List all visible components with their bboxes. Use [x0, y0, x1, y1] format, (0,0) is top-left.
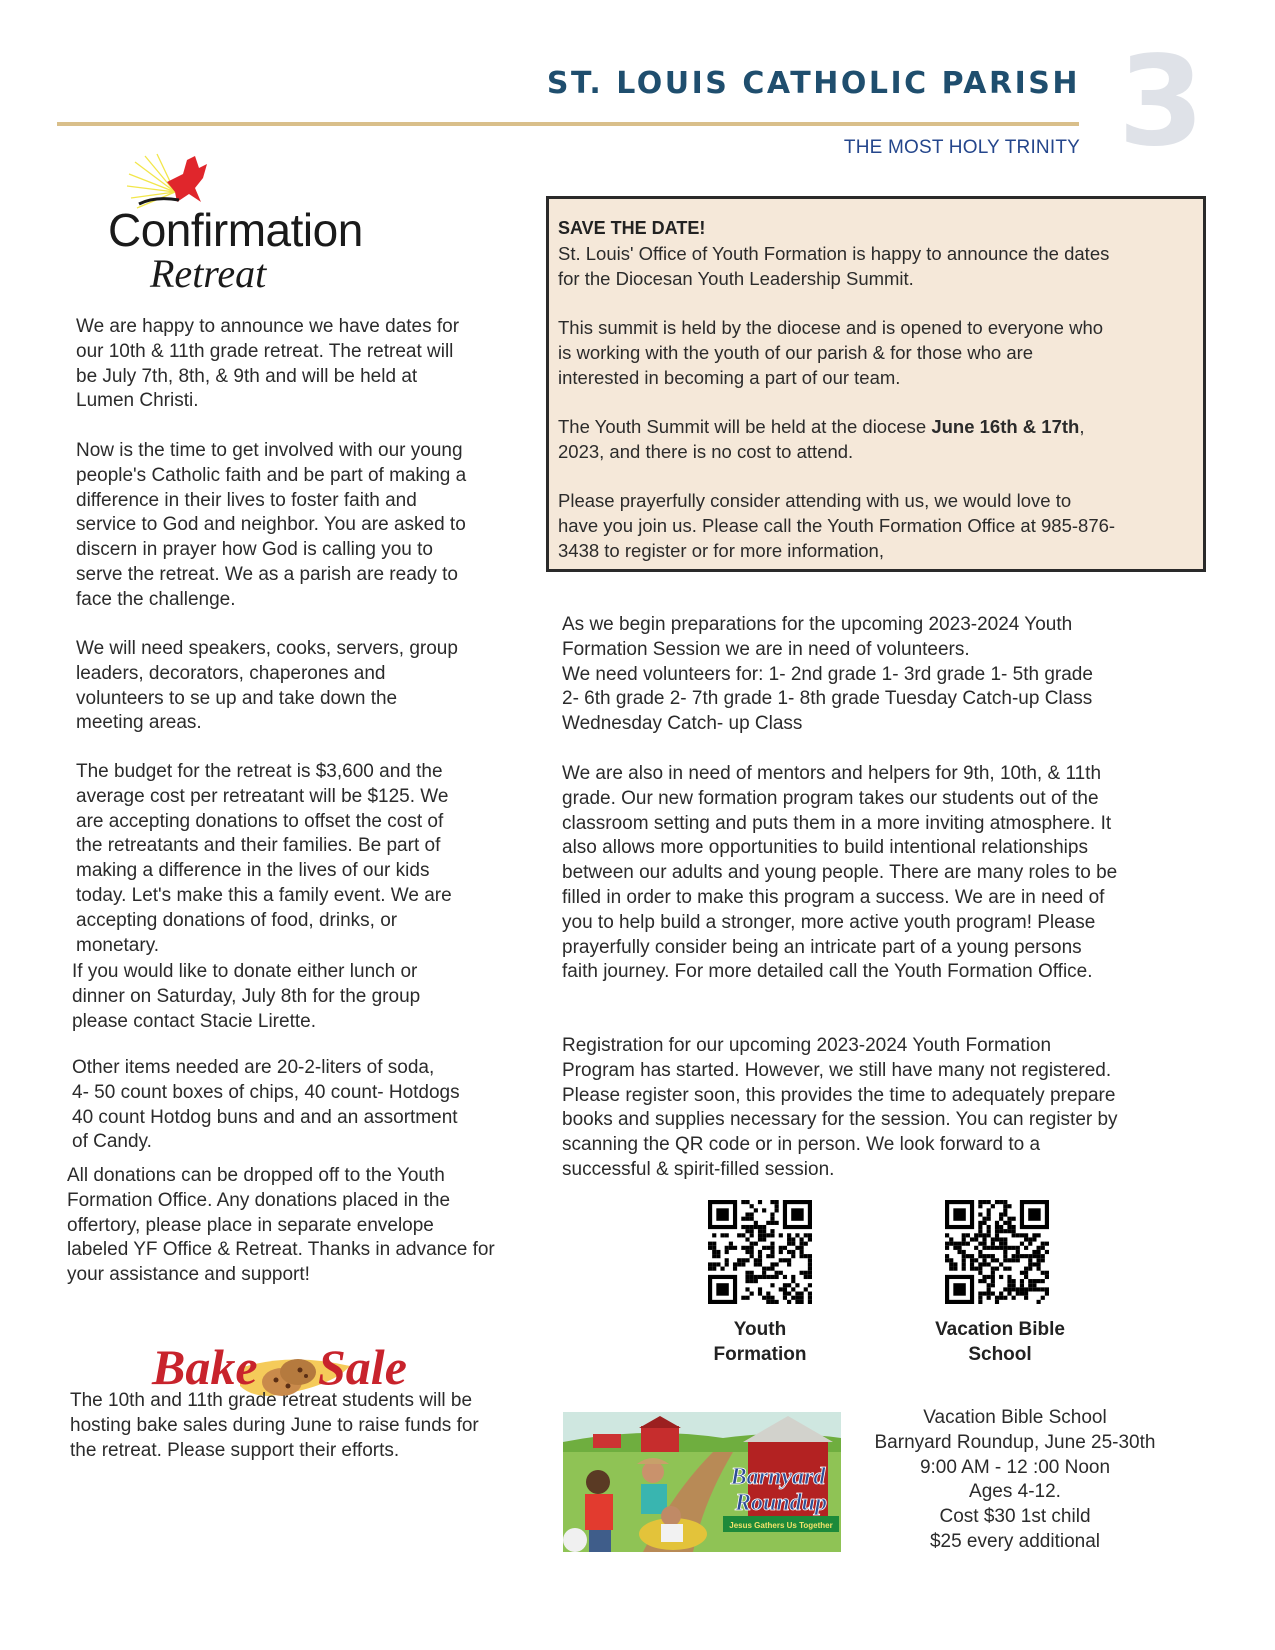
qr-youth-formation[interactable]	[708, 1200, 812, 1309]
confirmation-logo-word: Confirmation	[108, 204, 363, 256]
vbs-info	[850, 1406, 1180, 1555]
retreat-logo-word: Retreat	[150, 251, 267, 296]
parish-name: ST. LOUIS CATHOLIC PARISH	[546, 66, 1080, 101]
qr-label-vbs	[900, 1318, 1100, 1367]
summit-dates-bold: June 16th & 17th	[931, 416, 1080, 437]
save-the-date-heading: SAVE THE DATE!	[558, 218, 706, 238]
qr-label-line2: School	[968, 1343, 1032, 1365]
qr-code-icon[interactable]	[945, 1200, 1049, 1304]
vbs-title-1: Barnyard	[730, 1464, 826, 1490]
page-number: 3	[1118, 30, 1205, 174]
qr-code-icon[interactable]	[708, 1200, 812, 1304]
registration-paragraph: Registration for our upcoming 2023-2024 Youth Formation Program has started. However, we still have many not registered. Please register soon, this provides the time to adequately prepare books and supplies necessary for the session. You can register by scanning the QR code or in person. We look forward to a successful & spirit-filled session.	[562, 1035, 1118, 1180]
summit-dates-tail: , 2023, and there is no cost to attend.	[558, 416, 1085, 462]
barnyard-roundup-image	[563, 1412, 841, 1552]
summit-description: This summit is held by the diocese and is opened to everyone who is working with the youth of our parish & for those who are interested in becoming a part of our team.	[558, 317, 1104, 388]
retreat-dates-paragraph: We are happy to announce we have dates for our 10th & 11th grade retreat. The retreat will be July 7th, 8th, & 9th and will be held at Lumen Christi.	[76, 316, 460, 412]
volunteers-needed-paragraph: As we begin preparations for the upcoming 2023-2024 Youth Formation Session we are in need of volunteers. We need volunteers for: 1- 2nd grade 1- 3rd grade 1- 5th grade 2- 6th grade 2- 7th grade 1- 8th grade Tuesday Catch-up Class Wednesday Catch- up Class	[562, 614, 1093, 735]
summit-contact: Please prayerfully consider attending with us, we would love to have you join us. Please call the Youth Formation Office at 985-876- 3438 to register or for more information,	[558, 490, 1116, 561]
budget-paragraph: The budget for the retreat is $3,600 and the average cost per retreatant will be $125. We are accepting donations to offset the cost of the retreatants and their families. Be part of making a difference in the lives of our kids today. Let's make this a family event. We are accepting donations of food, drinks, or monetary.	[76, 761, 452, 956]
vbs-info-line: Cost $30 1st child	[939, 1506, 1091, 1528]
mentors-paragraph: We are also in need of mentors and helpers for 9th, 10th, & 11th grade. Our new formation program takes our students out of the classroom setting and puts them in a more inviting atmosphere. It also allows more opportunities to build intentional relationships between our adults and young people. There are many roles to be filled in order to make this program a success. We are in need of you to help build a stronger, more active youth program! Please prayerfully consider being an intricate part of a young persons faith journey. For more detailed call the Youth Formation Office.	[562, 763, 1118, 983]
summit-dates	[558, 415, 1203, 465]
bake-word: Bake	[152, 1339, 258, 1395]
vbs-info-line: 9:00 AM - 12 :00 Noon	[919, 1456, 1111, 1478]
qr-label-line2: Formation	[713, 1343, 807, 1365]
items-needed-paragraph: Other items needed are 20-2-liters of soda, 4- 50 count boxes of chips, 40 count- Hotdogs 40 count Hotdog buns and and an assortment of Candy.	[72, 1057, 460, 1153]
qr-label-line1: Vacation Bible	[935, 1319, 1065, 1340]
vbs-title-2: Roundup	[734, 1490, 828, 1516]
donation-dropoff-paragraph: All donations can be dropped off to the Youth Formation Office. Any donations placed in the offertory, please place in separate envelope labeled YF Office & Retreat. Thanks in advance for your assistance and support!	[67, 1165, 495, 1286]
summit-dates-text: The Youth Summit will be held at the diocese	[558, 416, 932, 437]
vbs-info-line: $25 every additional	[929, 1530, 1101, 1552]
meal-donation-paragraph: If you would like to donate either lunch or dinner on Saturday, July 8th for the group please contact Stacie Lirette.	[72, 961, 421, 1032]
vbs-info-line: Ages 4-12.	[969, 1481, 1061, 1503]
qr-vacation-bible-school[interactable]	[945, 1200, 1049, 1309]
vbs-tagline: Jesus Gathers Us Together	[729, 1521, 833, 1530]
get-involved-paragraph: Now is the time to get involved with our young people's Catholic faith and be part of making a difference in their lives to foster faith and service to God and neighbor. You are asked to discern in prayer how God is calling you to serve the retreat. We as a parish are ready to face the challenge.	[76, 440, 467, 610]
parish-subtitle: THE MOST HOLY TRINITY	[843, 137, 1080, 158]
vbs-info-line: Barnyard Roundup, June 25-30th	[874, 1431, 1156, 1453]
volunteer-roles-paragraph: We will need speakers, cooks, servers, group leaders, decorators, chaperones and volunteers to se up and take down the meeting areas.	[76, 638, 458, 734]
header-rule	[57, 122, 1079, 126]
bake-sale-paragraph: The 10th and 11th grade retreat students will be hosting bake sales during June to raise funds for the retreat. Please support their efforts.	[70, 1390, 479, 1461]
summit-announcement: St. Louis' Office of Youth Formation is happy to announce the dates for the Diocesan Youth Leadership Summit.	[558, 243, 1110, 289]
sale-word: Sale	[318, 1339, 407, 1395]
qr-label-line1: Youth	[733, 1319, 787, 1340]
barnyard-scene	[563, 1412, 841, 1552]
vbs-info-line: Vacation Bible School	[923, 1407, 1107, 1428]
qr-label-youth-formation	[680, 1318, 840, 1367]
